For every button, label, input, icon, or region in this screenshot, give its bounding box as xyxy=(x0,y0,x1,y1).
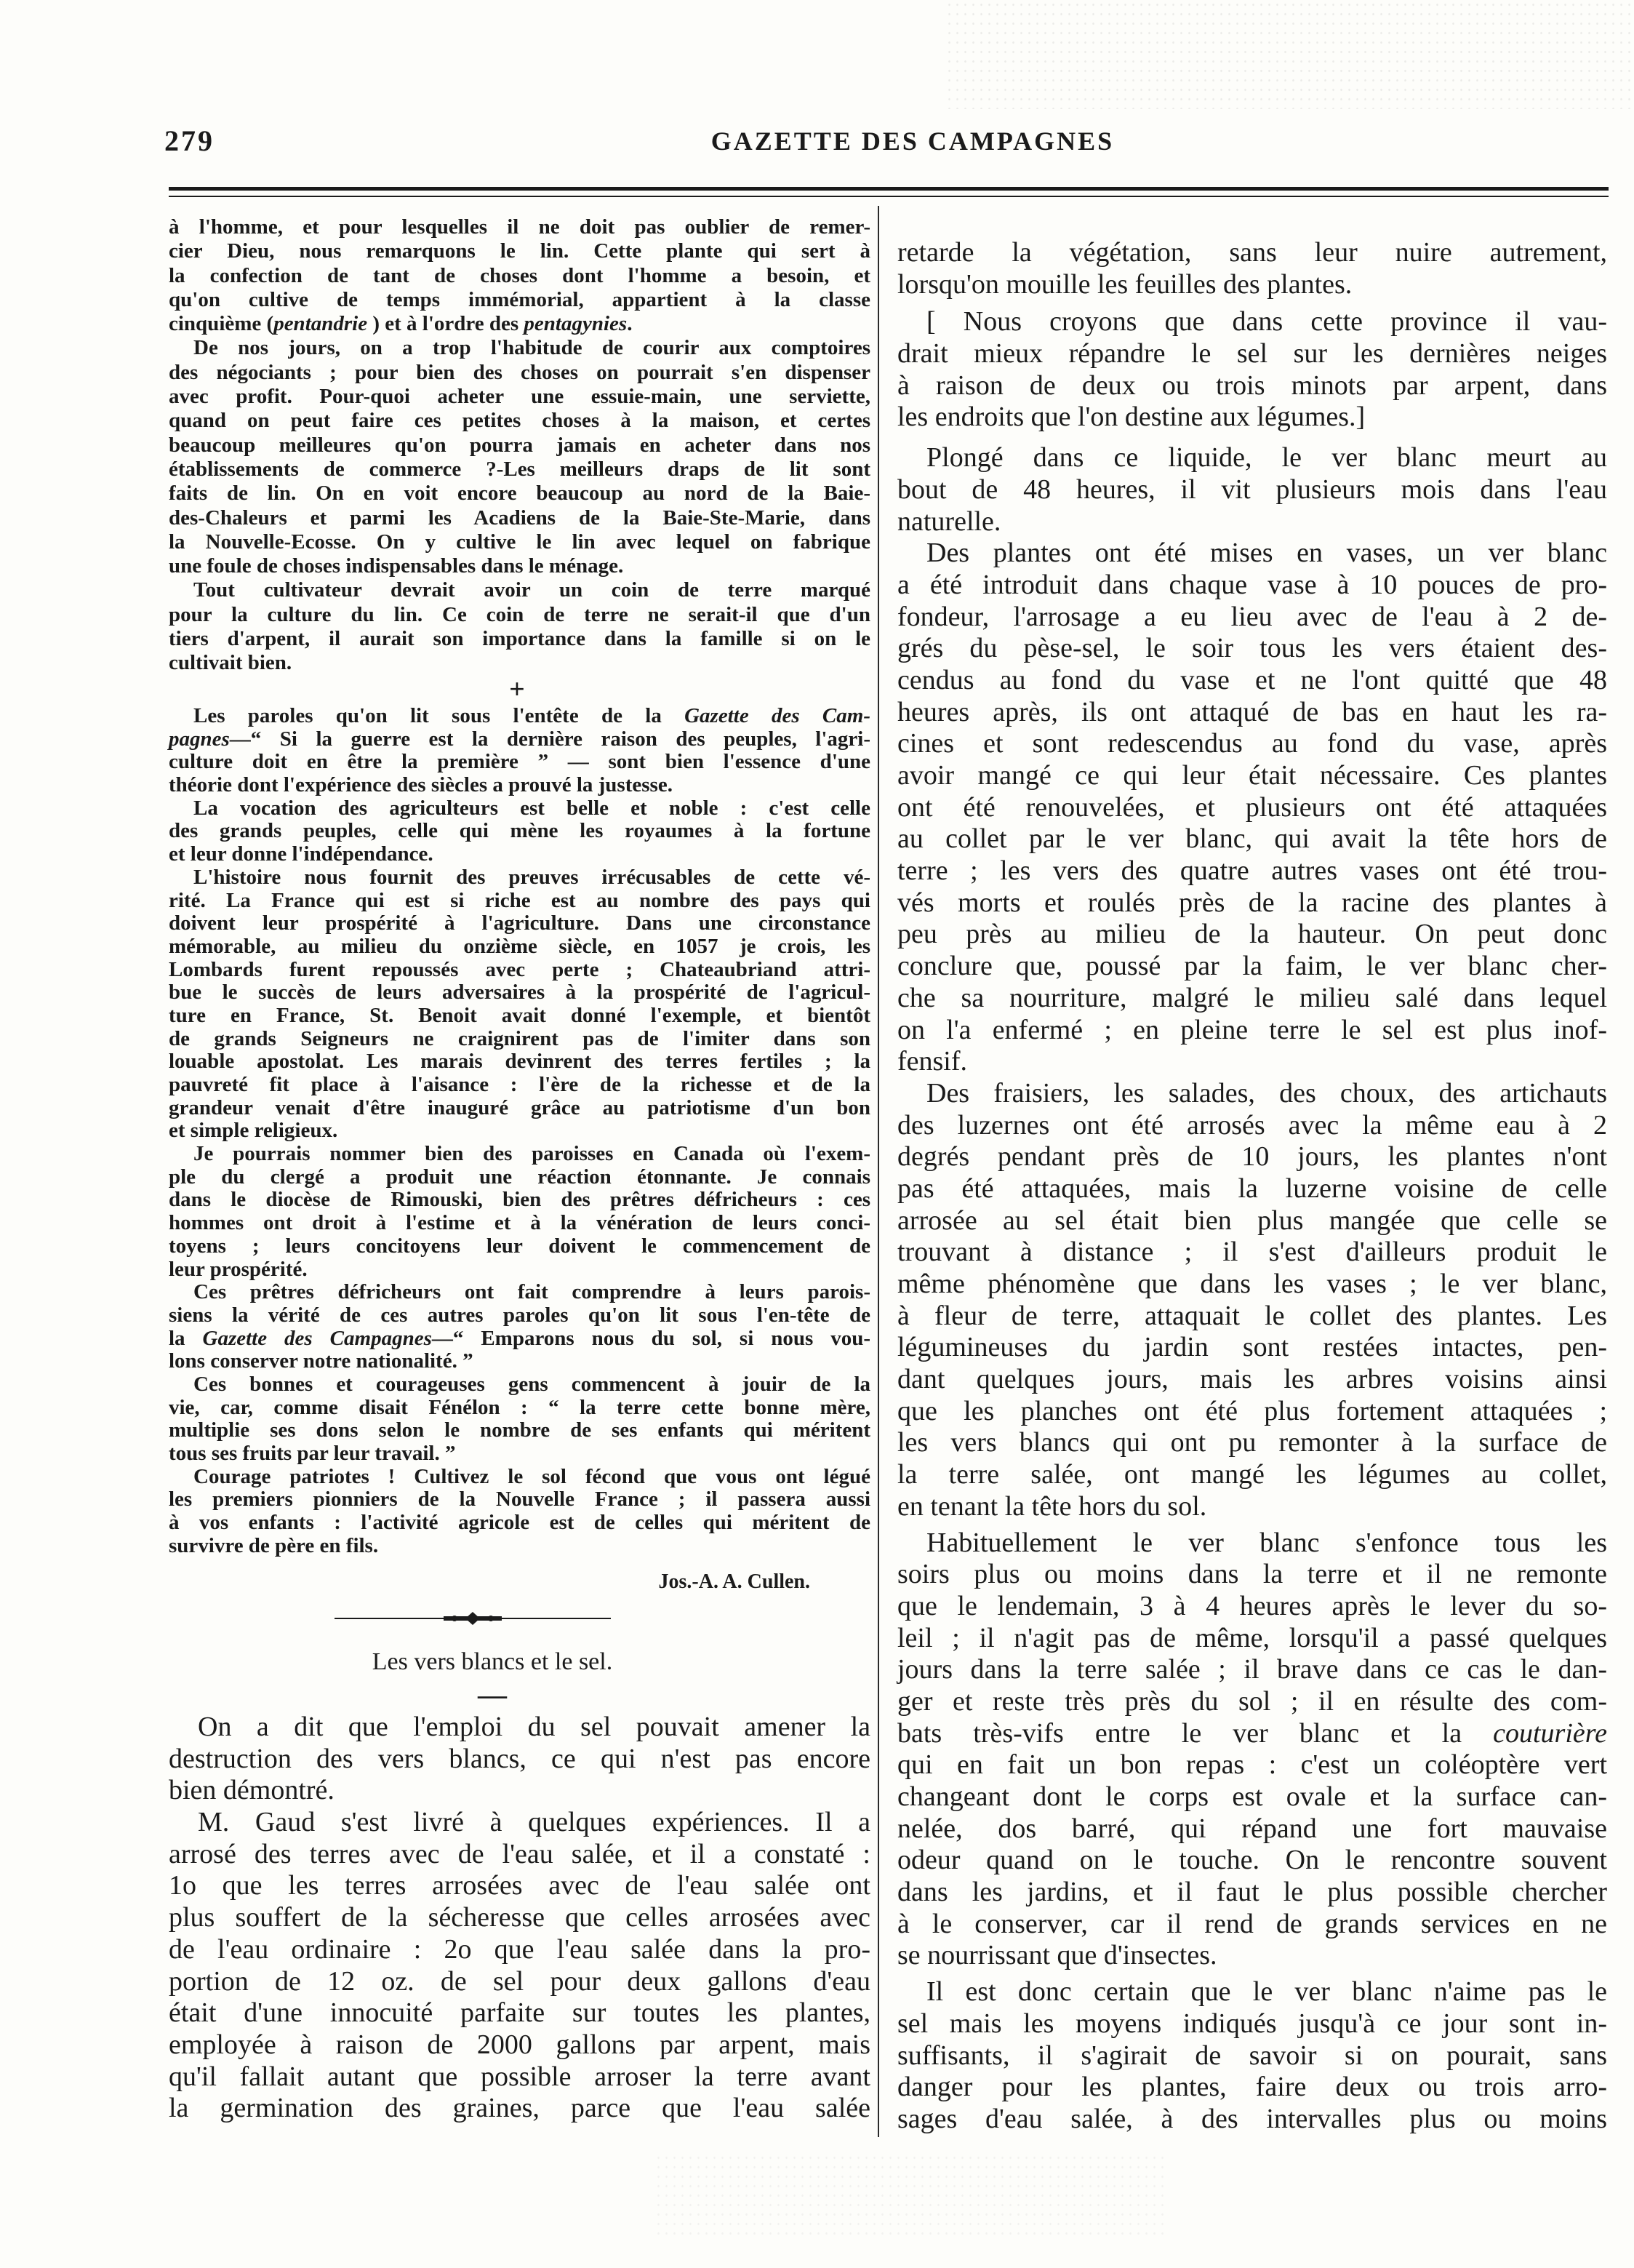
text-line: On a dit que l'emploi du sel pouvait amener la xyxy=(198,1712,870,1742)
text-line: Lombards furent repoussés avec perte ; Chateaubriand attri- xyxy=(169,957,870,981)
text-line: La vocation des agriculteurs est belle et noble : c'est celle xyxy=(193,796,870,820)
paragraph xyxy=(169,1712,870,1807)
text-line: Des plantes ont été mises en vases, un ver blanc xyxy=(926,538,1607,569)
text-segment: la xyxy=(169,1326,203,1350)
text-line: était d'une innocuité parfaite sur toutes les plantes, xyxy=(169,1997,870,2029)
text-line: de grands Seigneurs ne craignirent pas de l'imiter dans son xyxy=(169,1026,870,1050)
text-segment: bats très-vifs entre le ver blanc et la xyxy=(897,1717,1494,1749)
text-segment: —“ Emparons nous du sol, si nous vou- xyxy=(431,1326,870,1350)
text-line: une foule de choses indispensables dans le ménage. xyxy=(169,554,624,578)
text-segment: Les paroles qu'on lit sous l'entête de la xyxy=(193,704,685,727)
italic-segment: Gazette des Cam- xyxy=(684,704,870,727)
white-grubs-article-left xyxy=(169,1712,870,2125)
article-title: Les vers blancs et le sel. xyxy=(372,1648,613,1675)
text-line: conclure que, poussé par la faim, le ver blanc cher- xyxy=(897,951,1607,982)
text-line: trouvant à distance ; il s'est d'ailleurs produit le xyxy=(897,1237,1607,1268)
text-line: vés morts et roulés près de la racine des plantes à xyxy=(897,887,1607,918)
text-line xyxy=(169,1327,870,1351)
text-line: les premiers pionniers de la Nouvelle France ; il passera aussi xyxy=(169,1488,870,1512)
text-line: que les planches ont été plus fortement attaquées ; xyxy=(897,1395,1607,1426)
text-line: légumineuses du jardin sont restées intactes, pen- xyxy=(897,1332,1607,1363)
text-line: beaucoup meilleures qu'on pourra jamais en acheter dans nos xyxy=(169,433,870,457)
text-line: ture en France, St. Benoit avait donné l'exemple, et bientôt xyxy=(169,1003,870,1027)
text-line: terre ; les vers des quatre autres vases ont été trou- xyxy=(897,855,1607,887)
text-line: sages d'eau salée, à des intervalles plus ou moins xyxy=(897,2103,1607,2134)
text-line: théorie dont l'expérience des siècles a prouvé la justesse. xyxy=(169,773,673,797)
header-rule xyxy=(169,187,1609,191)
text-line: qu'on cultive de temps immémorial, appartient à la classe xyxy=(169,287,870,311)
text-line: des grands peuples, celle qui mène les royaumes à la fortune xyxy=(169,819,870,843)
text-line: Tout cultivateur devrait avoir un coin de terre marqué xyxy=(193,578,870,602)
text-line: bue le succès de leurs adversaires à la prospérité de l'agricul- xyxy=(169,981,870,1005)
text-line: faits de lin. On en voit encore beaucoup au nord de la Baie- xyxy=(169,482,870,506)
text-line: Ces bonnes et courageuses gens commencent à jouir de la xyxy=(193,1372,870,1396)
text-line: des-Chaleurs et parmi les Acadiens de la Baie-Ste-Marie, dans xyxy=(169,506,870,530)
agriculture-letter-text xyxy=(169,705,870,1557)
text-line: cines et sont redescendus au fond du vase, après xyxy=(897,728,1607,759)
text-line: portion de 12 oz. de sel pour deux gallons d'eau xyxy=(169,1965,870,1997)
paragraph xyxy=(897,237,1607,300)
text-line: qui en fait un bon repas : c'est un coléoptère vert xyxy=(897,1749,1607,1781)
text-line: M. Gaud s'est livré à quelques expériences. Il a xyxy=(198,1807,870,1838)
text-line: quand on peut faire ces petites choses à la maison, et certes xyxy=(169,409,870,433)
text-line: ger et reste très près du sol ; il en résulte des com- xyxy=(897,1685,1607,1717)
text-line: même phénomène que dans les vases ; le ver blanc, xyxy=(897,1269,1607,1299)
paragraph xyxy=(169,215,870,336)
text-line: dant quelques jours, mais les arbres voisins ainsi xyxy=(897,1364,1607,1395)
text-line: survivre de père en fils. xyxy=(169,1533,379,1557)
text-line: L'histoire nous fournit des preuves irrécusables de cette vé- xyxy=(193,865,870,889)
text-line: rité. La France qui est si riche est au nombre des pays qui xyxy=(169,888,870,912)
text-line: tiers d'arpent, il aurait son importance dans la famille si on le xyxy=(169,627,870,651)
text-line: nelée, dos barré, qui répand une fort mauvaise xyxy=(897,1813,1607,1844)
scan-noise xyxy=(945,0,1634,109)
text-line: peu près au milieu de la hauteur. On peut donc xyxy=(897,919,1607,950)
section-separator: + xyxy=(509,674,525,705)
text-line: des luzernes ont été arrosés avec la même eau à 2 xyxy=(897,1109,1607,1141)
text-line: employée à raison de 2000 gallons par arpent, mais xyxy=(169,2029,870,2060)
paragraph xyxy=(169,578,870,675)
italic-segment: pentagynies xyxy=(524,312,628,336)
text-line: destruction des vers blancs, ce qui n'est pas encore xyxy=(169,1743,870,1774)
text-line: cier Dieu, nous remarquons le lin. Cette plante qui sert à xyxy=(169,239,870,263)
text-line: à l'homme, et pour lesquelles il ne doit pas oublier de remer- xyxy=(169,215,870,239)
text-line xyxy=(169,312,870,336)
text-line: les endroits que l'on destine aux légumes.] xyxy=(897,402,1366,433)
text-line: naturelle. xyxy=(897,506,1001,537)
text-line: hommes ont droit à l'estime et à la vénération de leurs conci- xyxy=(169,1211,870,1235)
text-line: la germination des graines, parce que l'eau salée xyxy=(169,2093,870,2124)
italic-segment: pentandrie xyxy=(273,312,368,336)
text-line: siens la vérité de ces autres paroles qu'on lit sous l'en-tête de xyxy=(169,1303,870,1327)
text-segment: ) et à l'ordre des xyxy=(367,312,524,336)
column-divider xyxy=(878,206,879,2137)
text-line: vie, car, comme disait Fénélon : “ la terre cette bonne mère, xyxy=(169,1395,870,1419)
paragraph xyxy=(169,1807,870,2125)
text-line: drait mieux répandre le sel sur les dernières neiges xyxy=(897,338,1607,370)
text-segment: cinquième ( xyxy=(169,312,274,336)
text-line xyxy=(169,705,870,728)
paragraph xyxy=(169,797,870,866)
text-line: et leur donne l'indépendance. xyxy=(169,842,433,866)
paragraph xyxy=(169,705,870,797)
text-line: Courage patriotes ! Cultivez le sol fécond que vous ont légué xyxy=(193,1464,870,1488)
text-line: lorsqu'on mouille les feuilles des plantes. xyxy=(897,268,1353,300)
text-line: fondeur, l'arrosage a eu lieu avec de l'eau à 2 de- xyxy=(897,601,1607,632)
text-line: la Nouvelle-Ecosse. On y cultive le lin avec lequel on fabrique xyxy=(169,530,870,554)
italic-segment: couturière xyxy=(1493,1717,1607,1749)
text-line: la confection de tant de choses dont l'homme a besoin, et xyxy=(169,263,870,287)
text-line: soirs plus ou moins dans la terre et il ne remonte xyxy=(897,1559,1607,1590)
text-line: Habituellement le ver blanc s'enfonce tous les xyxy=(926,1527,1607,1558)
text-line: établissements de commerce ?-Les meilleurs draps de lit sont xyxy=(169,457,870,481)
header-rule xyxy=(169,196,1609,197)
text-line: cultivait bien. xyxy=(169,651,292,675)
text-line: heures après, ils ont attaqué de bas en haut les ra- xyxy=(897,696,1607,727)
text-line: les vers blancs qui ont pu remonter à la surface de xyxy=(897,1427,1607,1458)
italic-segment: pagnes xyxy=(169,727,230,751)
text-line: cendus au fond du vase et ne l'ont quitté que 48 xyxy=(897,664,1607,695)
paragraph xyxy=(169,1466,870,1558)
text-line: grés du pèse-sel, le soir tous les vers étaient des- xyxy=(897,633,1607,664)
text-line: pauvreté fit place à l'aisance : l'ère de la richesse et de la xyxy=(169,1073,870,1096)
text-line: que le lendemain, 3 à 4 heures après le lever du so- xyxy=(897,1590,1607,1621)
text-line: doivent leur prospérité à l'agriculture. Dans une circonstance xyxy=(169,911,870,935)
text-line: avec profit. Pour-quoi acheter une essuie-main, une serviette, xyxy=(169,385,870,409)
paragraph xyxy=(169,866,870,1143)
text-line: De nos jours, on a trop l'habitude de courir aux comptoires xyxy=(193,336,870,360)
text-line: a été introduit dans chaque vase à 10 pouces de pro- xyxy=(897,569,1607,600)
text-line: à vos enfants : l'activité agricole est de celles qui méritent de xyxy=(169,1511,870,1535)
text-line: pas été attaquées, mais la luzerne voisine de celle xyxy=(897,1173,1607,1204)
paragraph xyxy=(897,442,1607,538)
text-line: arrosée au sel était bien plus mangée que celle se xyxy=(897,1205,1607,1236)
text-line: Plongé dans ce liquide, le ver blanc meurt au xyxy=(926,442,1607,474)
text-line: à le conserver, car il rend de grands services en ne xyxy=(897,1908,1607,1939)
text-line: arrosé des terres avec de l'eau salée, et il a constaté : xyxy=(169,1838,870,1869)
text-line: Je pourrais nommer bien des paroisses en Canada où l'exem- xyxy=(193,1142,870,1166)
text-line: mémorable, au milieu du onzième siècle, en 1057 je crois, les xyxy=(169,934,870,958)
text-line: bien démontré. xyxy=(169,1775,335,1806)
text-line: leil ; il n'agit pas de même, lorsqu'il a passé quelques xyxy=(897,1622,1607,1653)
text-line: lons conserver notre nationalité. ” xyxy=(169,1349,473,1373)
paragraph xyxy=(897,1528,1607,1973)
text-line: on l'a enfermé ; en pleine terre le sel est plus inof- xyxy=(897,1014,1607,1045)
text-line xyxy=(169,728,870,751)
text-line: sel mais les moyens indiqués jusqu'à ce jour sont in- xyxy=(897,2008,1607,2039)
text-line: degrés pendant près de 10 jours, les plantes n'ont xyxy=(897,1141,1607,1173)
text-line: dans les jardins, et il faut le plus possible chercher xyxy=(897,1877,1607,1908)
text-line: Ces prêtres défricheurs ont fait comprendre à leurs parois- xyxy=(193,1280,870,1304)
text-line: ont été renouvelées, et plusieurs ont été attaquées xyxy=(897,791,1607,823)
text-line: grandeur venait d'être inauguré grâce au patriotisme d'un bon xyxy=(169,1095,870,1119)
text-line: tous ses fruits par leur travail. ” xyxy=(169,1442,456,1465)
text-segment: —“ Si la guerre est la dernière raison des peuples, l'agri- xyxy=(229,727,870,751)
text-line: 1o que les terres arrosées avec de l'eau salée ont xyxy=(169,1870,870,1901)
text-line: se nourrissant que d'insectes. xyxy=(897,1940,1217,1971)
text-line: che sa nourriture, malgré le milieu salé dans lequel xyxy=(897,982,1607,1013)
text-segment: . xyxy=(627,312,633,336)
text-line: la terre salée, ont mangé les légumes au collet, xyxy=(897,1459,1607,1490)
text-line: à fleur de terre, attaquait le collet des plantes. Les xyxy=(897,1300,1607,1331)
text-line: des négociants ; pour bien des choses on pourrait s'en dispenser xyxy=(169,360,870,384)
text-line: multiplie ses dons selon le nombre de ses enfants qui méritent xyxy=(169,1418,870,1442)
text-line: odeur quand on le touche. On le rencontre souvent xyxy=(897,1845,1607,1876)
scan-noise xyxy=(654,2153,1164,2240)
paragraph xyxy=(169,1373,870,1466)
paragraph xyxy=(897,306,1607,434)
text-line: bout de 48 heures, il vit plusieurs mois dans l'eau xyxy=(897,474,1607,505)
text-line: et simple religieux. xyxy=(169,1119,338,1143)
paragraph xyxy=(897,538,1607,1078)
paragraph xyxy=(169,1281,870,1373)
title-dash: — xyxy=(478,1678,507,1711)
text-line: plus souffert de la sécheresse que celles arrosées avec xyxy=(169,1902,870,1933)
page-number: 279 xyxy=(164,124,215,157)
text-line: qu'il fallait autant que possible arroser la terre avant xyxy=(169,2061,870,2092)
italic-segment: Gazette des Campagnes xyxy=(202,1326,432,1350)
text-line: fensif. xyxy=(897,1046,968,1077)
text-line: pour la culture du lin. Ce coin de terre ne serait-il que d'un xyxy=(169,602,870,626)
text-line: dans le diocèse de Rimouski, bien des prêtres défricheurs : ces xyxy=(169,1188,870,1212)
text-line: à raison de deux ou trois minots par arpent, dans xyxy=(897,370,1607,401)
text-line: Il est donc certain que le ver blanc n'aime pas le xyxy=(926,1976,1607,2008)
text-line: ple du clergé a produit une réaction étonnante. Je connais xyxy=(169,1165,870,1189)
ornamental-rule xyxy=(335,1610,611,1627)
text-line: au collet par le ver blanc, qui avait la tête hors de xyxy=(897,823,1607,855)
text-line xyxy=(897,1718,1607,1750)
text-line: [ Nous croyons que dans cette province il vau- xyxy=(926,306,1607,338)
paragraph xyxy=(897,1078,1607,1523)
text-line: toyens ; leurs concitoyens leur doivent le commencement de xyxy=(169,1234,870,1258)
text-line: de l'eau ordinaire : 2o que l'eau salée dans la pro- xyxy=(169,1933,870,1965)
text-line: louable apostolat. Les marais devinrent des terres fertiles ; la xyxy=(169,1050,870,1074)
author-signature: Jos.-A. A. Cullen. xyxy=(658,1570,810,1593)
text-line: leur prospérité. xyxy=(169,1257,308,1281)
text-line: danger pour les plantes, faire deux ou trois arro- xyxy=(897,2072,1607,2103)
paragraph xyxy=(169,336,870,578)
text-line: Des fraisiers, les salades, des choux, des artichauts xyxy=(926,1077,1607,1109)
text-line: jours dans la terre salée ; il brave dans ce cas le dan- xyxy=(897,1654,1607,1685)
newspaper-title: GAZETTE DES CAMPAGNES xyxy=(710,127,1115,156)
white-grubs-article-right xyxy=(897,237,1607,2136)
text-line: retarde la végétation, sans leur nuire autrement, xyxy=(897,237,1607,268)
text-line: suffisants, il s'agirait de savoir si on pourait, sans xyxy=(897,2040,1607,2071)
paragraph xyxy=(897,1976,1607,2135)
paragraph xyxy=(169,1143,870,1281)
text-line: en tenant la tête hors du sol. xyxy=(897,1490,1207,1522)
text-line: changeant dont le corps est ovale et la surface can- xyxy=(897,1781,1607,1812)
flax-article-text xyxy=(169,215,870,676)
text-line: avoir mangé ce qui leur était nécessaire. Ces plantes xyxy=(897,760,1607,791)
text-line: culture doit en être la première ” — sont bien l'essence d'une xyxy=(169,750,870,774)
